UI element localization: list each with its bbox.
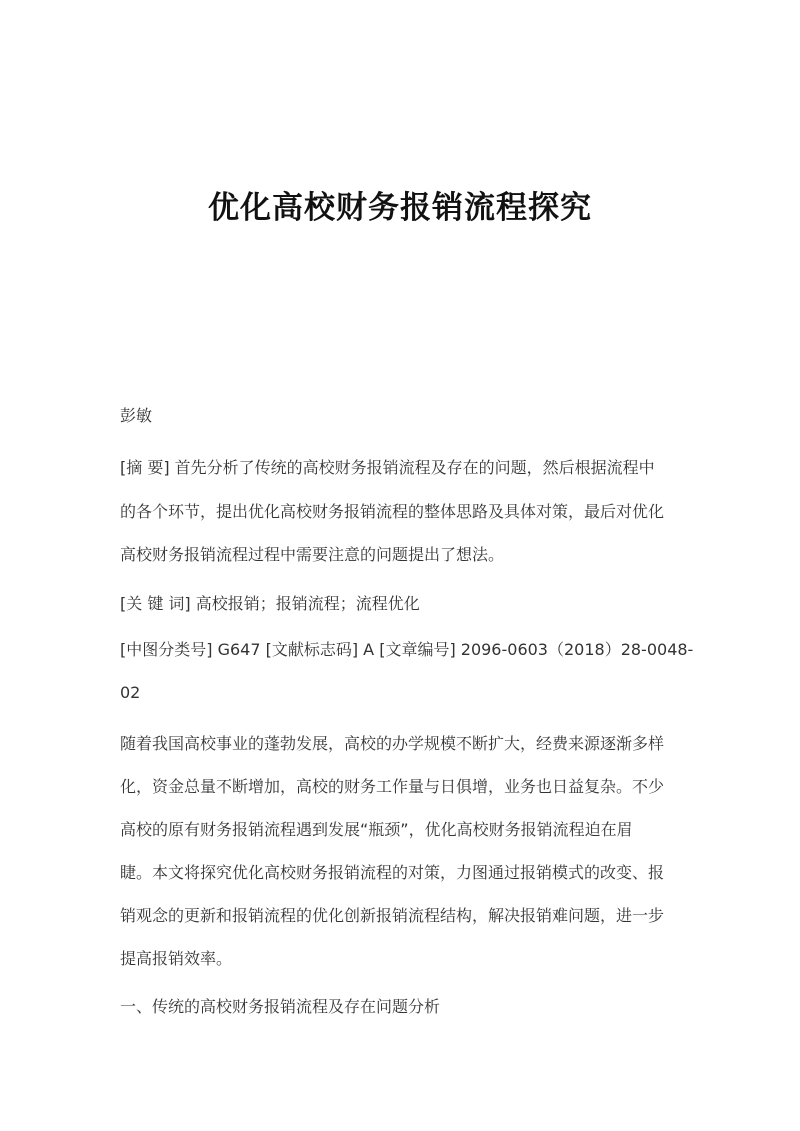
abstract-line: [摘 要] 首先分析了传统的高校财务报销流程及存在的问题，然后根据流程中 (120, 458, 655, 477)
author-name: 彭敏 (120, 406, 153, 425)
intro-line: 睫。本文将探究优化高校财务报销流程的对策，力图通过报销模式的改变、报 (120, 863, 665, 882)
intro-line: 高校的原有财务报销流程遇到发展“瓶颈”，优化高校财务报销流程迫在眉 (120, 820, 633, 839)
intro-line: 化，资金总量不断增加，高校的财务工作量与日俱增，业务也日益复杂。不少 (120, 777, 665, 796)
keywords-line: [关 键 词] 高校报销；报销流程；流程优化 (120, 594, 420, 613)
intro-line: 随着我国高校事业的蓬勃发展，高校的办学规模不断扩大，经费来源逐渐多样 (120, 734, 665, 753)
section-heading: 一、传统的高校财务报销流程及存在问题分析 (120, 997, 441, 1016)
intro-line: 销观念的更新和报销流程的优化创新报销流程结构，解决报销难问题，进一步 (120, 906, 665, 925)
abstract-line: 高校财务报销流程过程中需要注意的问题提出了想法。 (120, 545, 505, 564)
classification-line: 02 (120, 683, 141, 702)
abstract-line: 的各个环节，提出优化高校财务报销流程的整体思路及具体对策，最后对优化 (120, 502, 665, 521)
paper-title: 优化高校财务报销流程探究 (208, 190, 592, 226)
intro-line: 提高报销效率。 (120, 949, 233, 968)
classification-line: [中图分类号] G647 [文献标志码] A [文章编号] 2096-0603（2018）28-0048- (120, 640, 694, 659)
